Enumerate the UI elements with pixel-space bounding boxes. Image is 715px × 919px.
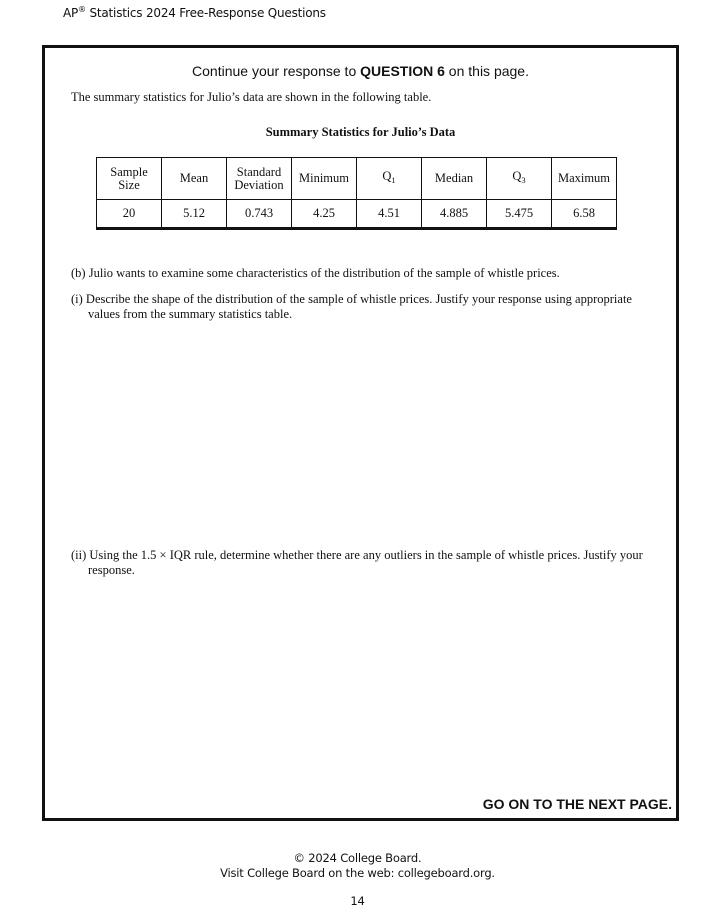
header-sample-size <box>97 158 162 200</box>
part-ii-prompt <box>71 548 643 578</box>
header-q3-subscript: 3 <box>521 175 526 185</box>
header-maximum: Maximum <box>552 158 617 200</box>
header-mean: Mean <box>162 158 227 200</box>
page-number: 14 <box>350 894 365 908</box>
footer-copyright: © 2024 College Board. <box>293 851 422 865</box>
header-sample-size-line2: Size <box>118 177 140 192</box>
header-sample-size-line1: Sample <box>110 164 148 179</box>
cell-median: 4.885 <box>422 200 487 229</box>
header-q1-letter: Q <box>382 169 392 183</box>
part-i-line1: (i) Describe the shape of the distribution of the sample of whistle prices. Justify your response using appropriate <box>71 292 632 306</box>
header-title: Statistics 2024 Free-Response Questions <box>85 6 326 20</box>
part-ii-line2: response. <box>88 563 135 577</box>
cell-minimum: 4.25 <box>292 200 357 229</box>
table-title: Summary Statistics for Julio’s Data <box>265 125 456 139</box>
header-prefix: AP <box>63 6 79 20</box>
go-on-notice: GO ON TO THE NEXT PAGE. <box>482 796 672 812</box>
continue-instruction <box>45 63 676 79</box>
cell-q3: 5.475 <box>487 200 552 229</box>
registered-mark: ® <box>78 5 86 14</box>
question-label: QUESTION 6 <box>360 63 445 79</box>
cell-q1: 4.51 <box>357 200 422 229</box>
intro-text: The summary statistics for Julio’s data are shown in the following table. <box>71 90 432 104</box>
header-std-line1: Standard <box>236 164 282 179</box>
header-q1 <box>357 158 422 200</box>
cell-mean: 5.12 <box>162 200 227 229</box>
page-header <box>63 5 326 20</box>
header-q3-letter: Q <box>512 169 522 183</box>
part-i-line2: values from the summary statistics table. <box>88 307 293 321</box>
header-q3 <box>487 158 552 200</box>
header-std-line2: Deviation <box>234 177 284 192</box>
table-header-row <box>97 158 617 200</box>
continue-prefix: Continue your response to <box>192 63 361 79</box>
header-standard-deviation <box>227 158 292 200</box>
cell-standard-deviation: 0.743 <box>227 200 292 229</box>
cell-maximum: 6.58 <box>552 200 617 229</box>
part-ii-line1: (ii) Using the 1.5 × IQR rule, determine whether there are any outliers in the sample of whistle prices. Justify your <box>71 548 643 562</box>
header-q1-subscript: 1 <box>391 175 396 185</box>
response-frame <box>42 45 679 821</box>
table-data-row <box>97 200 617 229</box>
summary-statistics-table <box>96 157 617 230</box>
cell-sample-size: 20 <box>97 200 162 229</box>
header-minimum: Minimum <box>292 158 357 200</box>
header-median: Median <box>422 158 487 200</box>
part-b-prompt: (b) Julio wants to examine some characteristics of the distribution of the sample of whistle prices. <box>71 266 560 280</box>
continue-suffix: on this page. <box>444 63 529 79</box>
footer-visit: Visit College Board on the web: collegeboard.org. <box>220 866 495 880</box>
part-i-prompt <box>71 292 632 322</box>
